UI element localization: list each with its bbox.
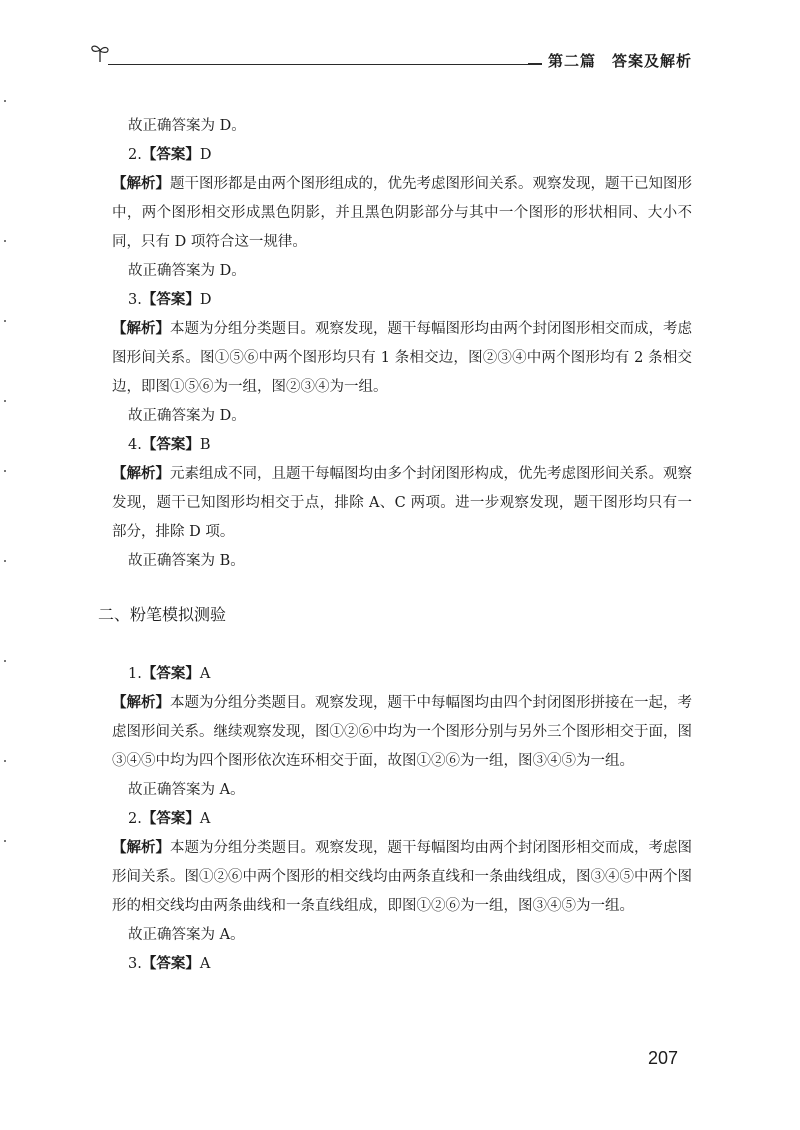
- question-2-explanation: [112, 170, 692, 257]
- answer-value: A: [199, 956, 211, 972]
- conclusion-text: 故正确答案为 D。: [128, 118, 246, 134]
- question-number: 3.: [128, 956, 142, 972]
- question-number: 3.: [128, 292, 142, 308]
- conclusion-text: 故正确答案为 D。: [128, 408, 246, 424]
- question-2-answer: [112, 141, 692, 170]
- answer-value: D: [199, 292, 212, 308]
- answer-value: D: [199, 147, 212, 163]
- explanation-label: 【解析】: [112, 840, 170, 856]
- explanation-text: 本题为分组分类题目。观察发现，题干每幅图形均由两个封闭图形相交而成，考虑图形间关系。图①⑤⑥中两个图形均只有 1 条相交边，图②③④中两个图形均有 2 条相交边，即图①⑤⑥为一组，图②③④为一组。: [112, 321, 692, 395]
- answer-label: 【答案】: [141, 666, 200, 682]
- s2-question-1-explanation: [112, 689, 692, 776]
- conclusion-text: 故正确答案为 B。: [128, 553, 245, 569]
- answer-label: 【答案】: [141, 147, 200, 163]
- answer-label: 【答案】: [141, 956, 200, 972]
- s2-question-2-answer: [112, 805, 692, 834]
- explanation-text: 题干图形都是由两个图形组成的，优先考虑图形间关系。观察发现，题干已知图形中，两个图形相交形成黑色阴影，并且黑色阴影部分与其中一个图形的形状相同、大小不同，只有 D 项符合这一规律。: [112, 176, 692, 250]
- explanation-label: 【解析】: [112, 695, 170, 711]
- scan-edge-marks: [4, 0, 6, 1130]
- explanation-label: 【解析】: [112, 466, 170, 482]
- answer-value: A: [199, 811, 211, 827]
- answer-label: 【答案】: [141, 437, 200, 453]
- answer-label: 【答案】: [141, 811, 200, 827]
- header-title: 第二篇 答案及解析: [548, 52, 693, 70]
- answer-label: 【答案】: [141, 292, 200, 308]
- conclusion-text: 故正确答案为 D。: [128, 263, 246, 279]
- conclusion-text: 故正确答案为 A。: [128, 782, 245, 798]
- question-4-answer: [112, 431, 692, 460]
- question-number: 4.: [128, 437, 142, 453]
- question-number: 1.: [128, 666, 142, 682]
- explanation-label: 【解析】: [112, 321, 170, 337]
- header-dash: [528, 63, 542, 65]
- section-title: 二、粉笔模拟测验: [98, 605, 227, 624]
- question-3-explanation: [112, 315, 692, 402]
- page-body: [98, 112, 692, 979]
- conclusion-text: 故正确答案为 A。: [128, 927, 245, 943]
- question-3-answer: [112, 286, 692, 315]
- answer-value: A: [199, 666, 211, 682]
- s2-question-1-answer: [112, 660, 692, 689]
- s2-question-3-answer: [112, 950, 692, 979]
- explanation-label: 【解析】: [112, 176, 170, 192]
- question-4-explanation: [112, 460, 692, 547]
- question-number: 2.: [128, 811, 142, 827]
- page-header: [0, 0, 800, 80]
- s2-question-2-explanation: [112, 834, 692, 921]
- header-rule: [108, 64, 528, 65]
- explanation-text: 本题为分组分类题目。观察发现，题干中每幅图均由四个封闭图形拼接在一起，考虑图形间关系。继续观察发现，图①②⑥中均为一个图形分别与另外三个图形相交于面，图③④⑤中均为四个图形依次连环相交于面，故图①②⑥为一组，图③④⑤为一组。: [112, 695, 692, 769]
- page-number: 207: [648, 1048, 679, 1068]
- answer-value: B: [199, 437, 211, 453]
- explanation-text: 元素组成不同，且题干每幅图均由多个封闭图形构成，优先考虑图形间关系。观察发现，题干已知图形均相交于点，排除 A、C 两项。进一步观察发现，题干图形均只有一部分，排除 D 项。: [112, 466, 692, 540]
- question-number: 2.: [128, 147, 142, 163]
- explanation-text: 本题为分组分类题目。观察发现，题干每幅图均由两个封闭图形相交而成，考虑图形间关系。图①②⑥中两个图形的相交线均由两条直线和一条曲线组成，图③④⑤中两个图形的相交线均由两条曲线和一条直线组成，即图①②⑥为一组，图③④⑤为一组。: [112, 840, 692, 914]
